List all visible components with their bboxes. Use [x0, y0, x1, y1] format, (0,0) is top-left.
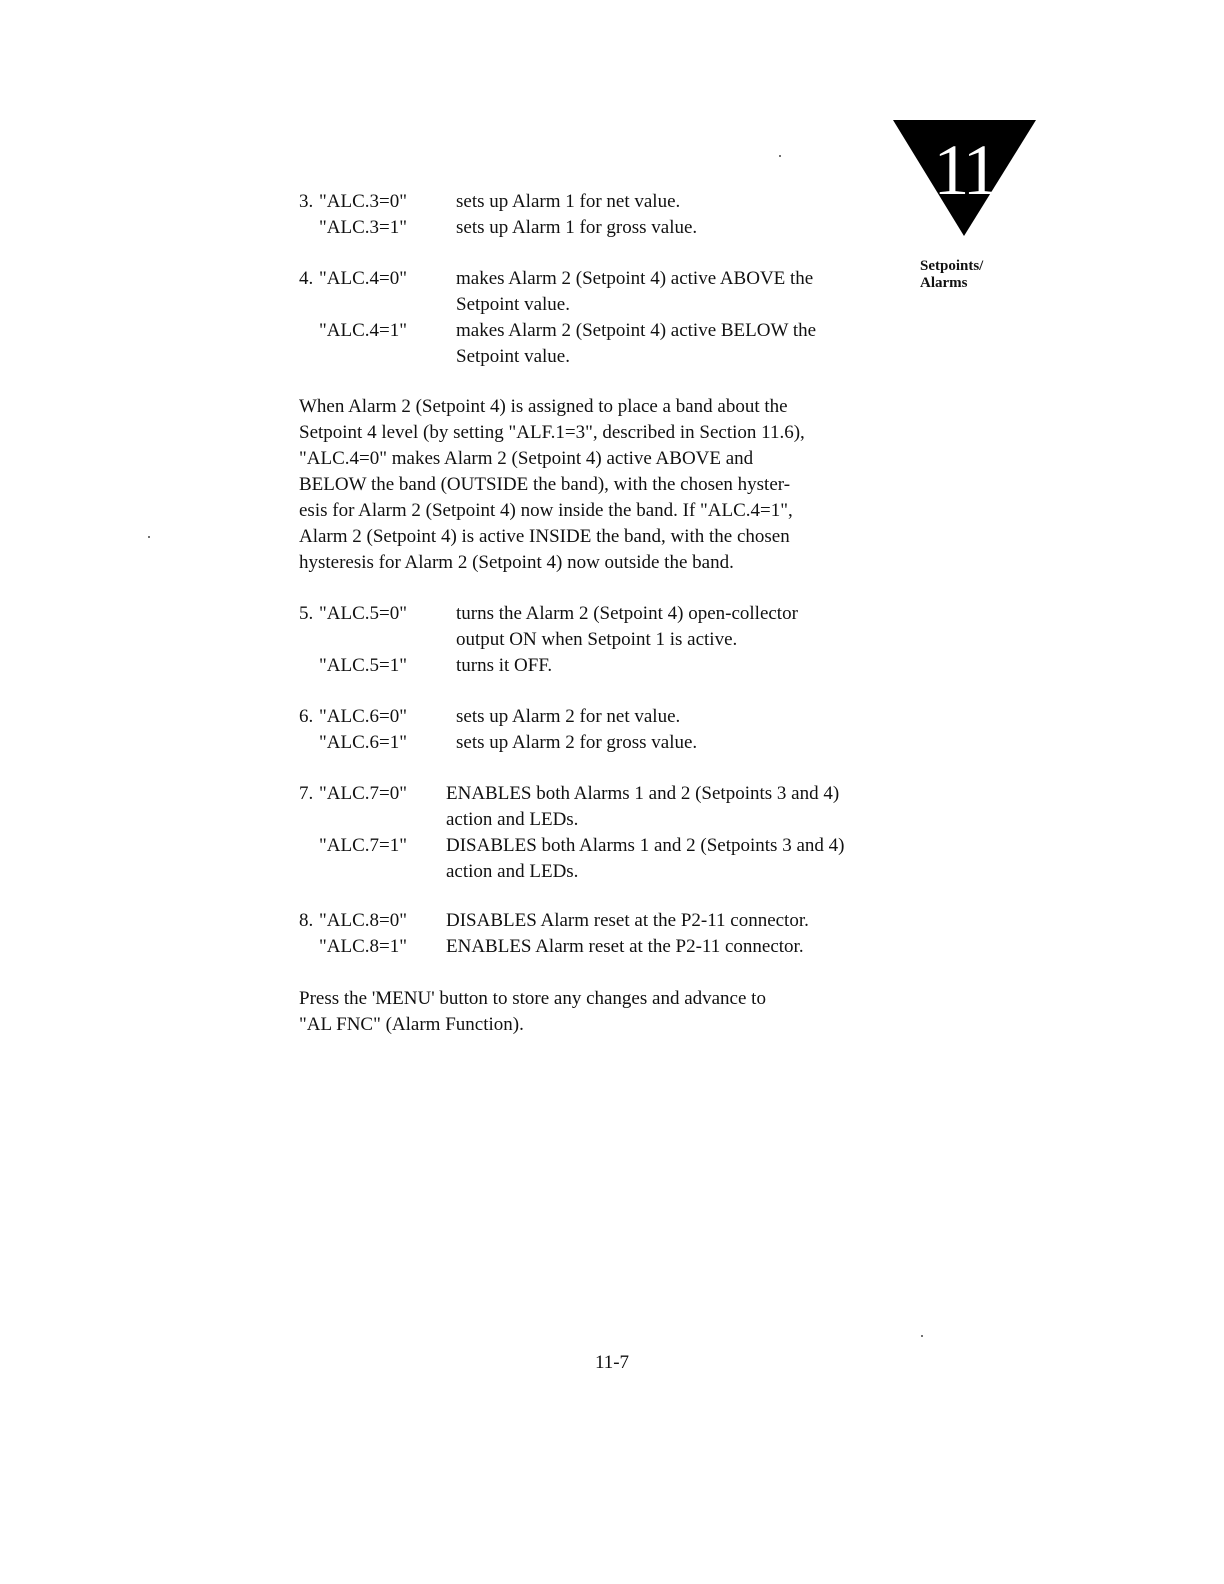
parameter-description: action and LEDs. [446, 861, 579, 882]
parameter-label [319, 344, 456, 370]
list-item-row [299, 859, 844, 885]
list-item-row [299, 908, 809, 934]
parameter-label: "ALC.3=1" [319, 217, 407, 238]
parameter-label [319, 807, 446, 833]
list-item [299, 266, 816, 370]
item-number [299, 833, 319, 859]
parameter-label: "ALC.6=1" [319, 732, 407, 753]
parameter-description: sets up Alarm 1 for net value. [456, 191, 681, 212]
list-item-row [299, 781, 844, 807]
list-item-row [299, 215, 697, 241]
parameter-description: sets up Alarm 2 for net value. [456, 706, 681, 727]
parameter-description: ENABLES both Alarms 1 and 2 (Setpoints 3 and 4) [446, 783, 840, 804]
parameter-description: Setpoint value. [456, 346, 570, 367]
chapter-caption-line: Setpoints/ [920, 258, 984, 274]
list-item [299, 908, 809, 960]
scan-speck [148, 536, 150, 538]
item-number [299, 292, 319, 318]
list-item-row [299, 627, 798, 653]
list-item [299, 704, 697, 756]
parameter-description: action and LEDs. [446, 809, 579, 830]
item-number [299, 730, 319, 756]
item-number [299, 627, 319, 653]
paragraph-line: When Alarm 2 (Setpoint 4) is assigned to place a band about the [299, 396, 788, 417]
paragraph-line: esis for Alarm 2 (Setpoint 4) now inside the band. If "ALC.4=1", [299, 500, 793, 521]
closing-paragraph [299, 986, 899, 1038]
parameter-description: Setpoint value. [456, 294, 570, 315]
item-number [299, 215, 319, 241]
parameter-label: "ALC.3=0" [319, 191, 407, 212]
item-number: 5. [299, 603, 314, 624]
item-number [299, 318, 319, 344]
list-item-row [299, 266, 816, 292]
list-item-row [299, 730, 697, 756]
parameter-description: ENABLES Alarm reset at the P2-11 connector. [446, 936, 804, 957]
parameter-label: "ALC.7=0" [319, 783, 407, 804]
paragraph-line: hysteresis for Alarm 2 (Setpoint 4) now outside the band. [299, 552, 734, 573]
chapter-caption [920, 258, 1030, 292]
paragraph-line: "AL FNC" (Alarm Function). [299, 1014, 524, 1035]
list-item-row [299, 934, 809, 960]
list-item-row [299, 601, 798, 627]
chapter-caption-line: Alarms [920, 275, 968, 291]
parameter-description: makes Alarm 2 (Setpoint 4) active ABOVE the [456, 268, 814, 289]
paragraph-line: "ALC.4=0" makes Alarm 2 (Setpoint 4) active ABOVE and [299, 448, 754, 469]
page-number: 11-7 [594, 1352, 630, 1373]
list-item-row [299, 704, 697, 730]
item-number: 4. [299, 268, 314, 289]
parameter-description: turns the Alarm 2 (Setpoint 4) open-collector [456, 603, 798, 624]
parameter-label: "ALC.5=1" [319, 655, 407, 676]
item-number [299, 934, 319, 960]
parameter-label [319, 627, 456, 653]
parameter-label: "ALC.7=1" [319, 835, 407, 856]
parameter-description: DISABLES both Alarms 1 and 2 (Setpoints 3 and 4) [446, 835, 845, 856]
chapter-tab [893, 118, 1036, 236]
item-number: 7. [299, 783, 314, 804]
list-item [299, 781, 844, 885]
scan-speck [779, 155, 781, 157]
parameter-description: makes Alarm 2 (Setpoint 4) active BELOW the [456, 320, 817, 341]
item-number [299, 807, 319, 833]
parameter-label [319, 292, 456, 318]
paragraph-line: BELOW the band (OUTSIDE the band), with the chosen hyster- [299, 474, 791, 495]
list-item-row [299, 292, 816, 318]
list-item-row [299, 833, 844, 859]
chapter-triangle [893, 118, 1036, 236]
list-item-row [299, 344, 816, 370]
item-number: 8. [299, 910, 314, 931]
parameter-description: turns it OFF. [456, 655, 553, 676]
item-number [299, 859, 319, 885]
parameter-label: "ALC.8=0" [319, 910, 407, 931]
parameter-description: sets up Alarm 2 for gross value. [456, 732, 698, 753]
parameter-label [319, 859, 446, 885]
parameter-label: "ALC.6=0" [319, 706, 407, 727]
item-number [299, 344, 319, 370]
item-number: 3. [299, 191, 314, 212]
list-item [299, 189, 697, 241]
parameter-description: DISABLES Alarm reset at the P2-11 connector. [446, 910, 809, 931]
paragraph-line: Setpoint 4 level (by setting "ALF.1=3", described in Section 11.6), [299, 422, 805, 443]
parameter-description: output ON when Setpoint 1 is active. [456, 629, 738, 650]
list-item [299, 601, 798, 679]
list-item-row [299, 189, 697, 215]
parameter-label: "ALC.5=0" [319, 603, 407, 624]
chapter-number: 11 [933, 130, 995, 210]
band-paragraph [299, 394, 899, 576]
list-item-row [299, 653, 798, 679]
item-number: 6. [299, 706, 314, 727]
parameter-label: "ALC.4=0" [319, 268, 407, 289]
paragraph-line: Alarm 2 (Setpoint 4) is active INSIDE the band, with the chosen [299, 526, 790, 547]
list-item-row [299, 318, 816, 344]
parameter-label: "ALC.4=1" [319, 320, 407, 341]
item-number [299, 653, 319, 679]
scan-speck [921, 1335, 923, 1337]
parameter-label: "ALC.8=1" [319, 936, 407, 957]
list-item-row [299, 807, 844, 833]
parameter-description: sets up Alarm 1 for gross value. [456, 217, 698, 238]
paragraph-line: Press the 'MENU' button to store any changes and advance to [299, 988, 766, 1009]
